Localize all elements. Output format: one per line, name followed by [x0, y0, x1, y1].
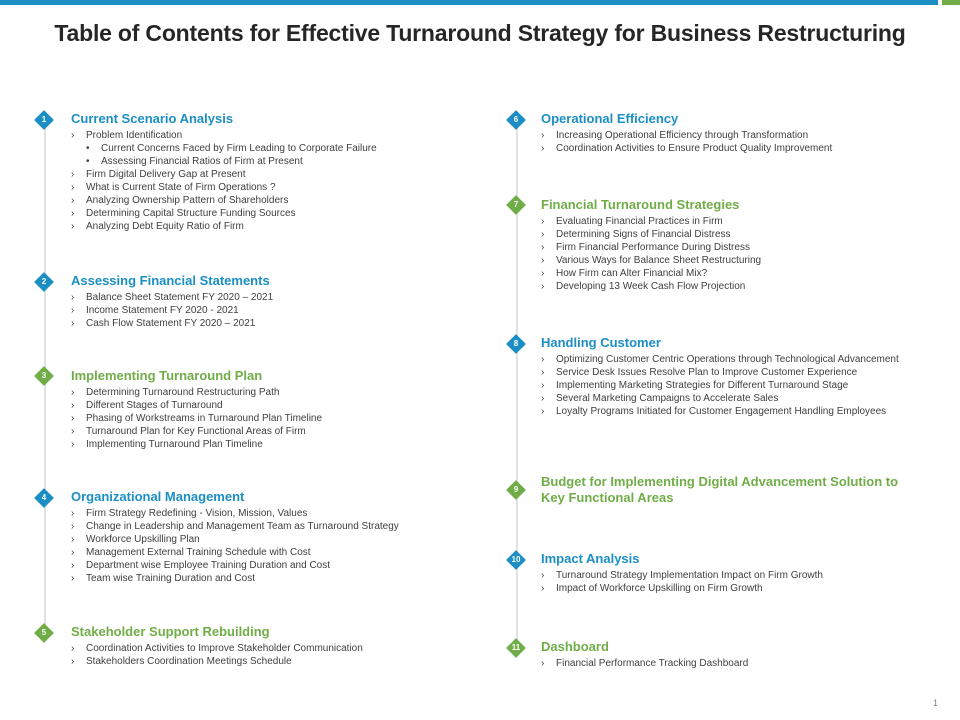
section-title[interactable]: Implementing Turnaround Plan: [71, 368, 263, 383]
chevron-right-icon: ›: [541, 393, 545, 404]
toc-item[interactable]: [71, 655, 451, 668]
chevron-right-icon: ›: [71, 182, 75, 193]
section-title[interactable]: Handling Customer: [541, 335, 661, 350]
chevron-right-icon: ›: [71, 439, 75, 450]
chevron-right-icon: ›: [541, 570, 545, 581]
toc-section-9: [541, 474, 921, 508]
toc-item[interactable]: [71, 181, 451, 194]
toc-item-label: Loyalty Programs Initiated for Customer Engagement Handling Employees: [556, 406, 887, 417]
chevron-right-icon: ›: [71, 534, 75, 545]
toc-item[interactable]: [541, 267, 921, 280]
chevron-right-icon: ›: [71, 508, 75, 519]
chevron-right-icon: ›: [71, 305, 75, 316]
chevron-right-icon: ›: [71, 195, 75, 206]
toc-item[interactable]: [71, 304, 451, 317]
toc-item[interactable]: [71, 572, 451, 585]
toc-item-label: Stakeholders Coordination Meetings Schedule: [86, 656, 292, 667]
toc-item-label: Determining Turnaround Restructuring Path: [86, 387, 280, 398]
toc-subitem-label: Current Concerns Faced by Firm Leading to Corporate Failure: [101, 143, 377, 154]
toc-item[interactable]: [71, 399, 451, 412]
toc-item[interactable]: [71, 642, 451, 655]
chevron-right-icon: ›: [71, 130, 75, 141]
toc-section-5: [71, 624, 451, 668]
toc-item-label: Cash Flow Statement FY 2020 – 2021: [86, 318, 256, 329]
chevron-right-icon: ›: [541, 583, 545, 594]
chevron-right-icon: ›: [541, 229, 545, 240]
section-number: 9: [513, 485, 519, 494]
chevron-right-icon: ›: [71, 221, 75, 232]
toc-item-label: Several Marketing Campaigns to Accelerate Sales: [556, 393, 779, 404]
bullet-dot-icon: •: [86, 156, 90, 167]
top-accent-bar-green: [942, 0, 960, 5]
toc-item[interactable]: [541, 379, 921, 392]
chevron-right-icon: ›: [71, 643, 75, 654]
toc-item[interactable]: [541, 582, 921, 595]
chevron-right-icon: ›: [541, 281, 545, 292]
toc-item[interactable]: [71, 520, 451, 533]
section-title[interactable]: Budget for Implementing Digital Advancement Solution to Key Functional Areas: [541, 474, 899, 505]
toc-item[interactable]: [541, 353, 921, 366]
chevron-right-icon: ›: [71, 292, 75, 303]
toc-subitem[interactable]: [71, 155, 451, 168]
toc-item[interactable]: [541, 392, 921, 405]
toc-section-8: [541, 335, 921, 418]
toc-item-label: Analyzing Ownership Pattern of Shareholders: [86, 195, 289, 206]
chevron-right-icon: ›: [541, 130, 545, 141]
toc-section-3: [71, 368, 451, 451]
toc-item[interactable]: [541, 280, 921, 293]
toc-item-label: Team wise Training Duration and Cost: [86, 573, 255, 584]
toc-item[interactable]: [541, 405, 921, 418]
toc-item[interactable]: [71, 194, 451, 207]
toc-item-label: Coordination Activities to Improve Stakeholder Communication: [86, 643, 363, 654]
toc-item[interactable]: [541, 228, 921, 241]
toc-item-label: Management External Training Schedule with Cost: [86, 547, 311, 558]
toc-item[interactable]: [71, 317, 451, 330]
toc-item[interactable]: [541, 215, 921, 228]
toc-item-label: Implementing Marketing Strategies for Different Turnaround Stage: [556, 380, 849, 391]
toc-item[interactable]: [71, 412, 451, 425]
toc-item-label: Firm Digital Delivery Gap at Present: [86, 169, 246, 180]
toc-item[interactable]: [71, 220, 451, 233]
toc-section-10: [541, 551, 921, 595]
chevron-right-icon: ›: [541, 255, 545, 266]
section-title[interactable]: Financial Turnaround Strategies: [541, 197, 740, 212]
toc-section-11: [541, 639, 921, 670]
chevron-right-icon: ›: [541, 268, 545, 279]
toc-item-label: Firm Strategy Redefining - Vision, Mission, Values: [86, 508, 308, 519]
toc-item[interactable]: [541, 254, 921, 267]
toc-item-label: Financial Performance Tracking Dashboard: [556, 658, 749, 669]
section-number: 1: [41, 115, 47, 124]
toc-item[interactable]: [71, 533, 451, 546]
toc-item[interactable]: [541, 569, 921, 582]
toc-item-label: Impact of Workforce Upskilling on Firm Growth: [556, 583, 763, 594]
toc-item-label: Various Ways for Balance Sheet Restructuring: [556, 255, 762, 266]
section-title[interactable]: Operational Efficiency: [541, 111, 679, 126]
section-number: 8: [513, 339, 519, 348]
toc-item-label: Workforce Upskilling Plan: [86, 534, 200, 545]
chevron-right-icon: ›: [541, 367, 545, 378]
section-number: 2: [41, 277, 47, 286]
toc-item[interactable]: [71, 386, 451, 399]
toc-item[interactable]: [71, 559, 451, 572]
toc-item[interactable]: [71, 291, 451, 304]
section-number: 4: [41, 493, 47, 502]
toc-item-label: Different Stages of Turnaround: [86, 400, 223, 411]
section-number: 6: [513, 115, 519, 124]
section-title[interactable]: Impact Analysis: [541, 551, 640, 566]
toc-item-label: Optimizing Customer Centric Operations through Technological Advancement: [556, 354, 899, 365]
chevron-right-icon: ›: [541, 406, 545, 417]
toc-item-label: What is Current State of Firm Operations ?: [86, 182, 276, 193]
toc-item-label: Implementing Turnaround Plan Timeline: [86, 439, 263, 450]
toc-subitem[interactable]: [71, 142, 451, 155]
chevron-right-icon: ›: [541, 143, 545, 154]
chevron-right-icon: ›: [541, 658, 545, 669]
section-title[interactable]: Stakeholder Support Rebuilding: [71, 624, 270, 639]
toc-item-label: Income Statement FY 2020 - 2021: [86, 305, 239, 316]
toc-item-label: Department wise Employee Training Duration and Cost: [86, 560, 331, 571]
chevron-right-icon: ›: [71, 547, 75, 558]
toc-item[interactable]: [71, 507, 451, 520]
toc-item-label: How Firm can Alter Financial Mix?: [556, 268, 708, 279]
section-number: 3: [41, 371, 47, 380]
toc-item-label: Balance Sheet Statement FY 2020 – 2021: [86, 292, 274, 303]
toc-item-label: Problem Identification: [86, 130, 183, 141]
chevron-right-icon: ›: [71, 521, 75, 532]
chevron-right-icon: ›: [541, 216, 545, 227]
page-title: Table of Contents for Effective Turnaround Strategy for Business Restructuring: [54, 20, 906, 46]
section-title[interactable]: Dashboard: [541, 639, 609, 654]
section-title[interactable]: Current Scenario Analysis: [71, 111, 234, 126]
toc-item[interactable]: [541, 241, 921, 254]
section-title[interactable]: Organizational Management: [71, 489, 245, 504]
chevron-right-icon: ›: [71, 208, 75, 219]
toc-section-2: [71, 273, 451, 330]
toc-section-4: [71, 489, 451, 585]
section-number: 11: [511, 643, 521, 652]
toc-item-label: Firm Financial Performance During Distress: [556, 242, 750, 253]
toc-item-label: Phasing of Workstreams in Turnaround Plan Timeline: [86, 413, 323, 424]
toc-item-label: Analyzing Debt Equity Ratio of Firm: [86, 221, 244, 232]
toc-item-label: Change in Leadership and Management Team as Turnaround Strategy: [86, 521, 399, 532]
section-number: 7: [513, 200, 519, 209]
section-title[interactable]: Assessing Financial Statements: [71, 273, 270, 288]
toc-item[interactable]: [541, 366, 921, 379]
toc-section-7: [541, 197, 921, 293]
toc-item-label: Increasing Operational Efficiency through Transformation: [556, 130, 809, 141]
toc-item[interactable]: [71, 168, 451, 181]
chevron-right-icon: ›: [71, 560, 75, 571]
toc-item[interactable]: [541, 142, 921, 155]
toc-item[interactable]: [71, 207, 451, 220]
toc-item-label: Determining Capital Structure Funding Sources: [86, 208, 296, 219]
chevron-right-icon: ›: [541, 380, 545, 391]
toc-section-1: [71, 111, 451, 233]
chevron-right-icon: ›: [71, 656, 75, 667]
chevron-right-icon: ›: [71, 318, 75, 329]
toc-item[interactable]: [71, 129, 451, 142]
toc-item-label: Turnaround Strategy Implementation Impact on Firm Growth: [556, 570, 823, 581]
section-number: 10: [511, 555, 521, 564]
chevron-right-icon: ›: [71, 387, 75, 398]
bullet-dot-icon: •: [86, 143, 90, 154]
section-number: 5: [41, 628, 47, 637]
chevron-right-icon: ›: [71, 400, 75, 411]
toc-item-label: Coordination Activities to Ensure Product Quality Improvement: [556, 143, 833, 154]
toc-item-label: Developing 13 Week Cash Flow Projection: [556, 281, 746, 292]
toc-item-label: Service Desk Issues Resolve Plan to Improve Customer Experience: [556, 367, 858, 378]
chevron-right-icon: ›: [71, 169, 75, 180]
toc-item[interactable]: [71, 425, 451, 438]
chevron-right-icon: ›: [71, 426, 75, 437]
chevron-right-icon: ›: [541, 354, 545, 365]
toc-item-label: Evaluating Financial Practices in Firm: [556, 216, 723, 227]
page-number: 1: [932, 698, 938, 708]
toc-item[interactable]: [71, 438, 451, 451]
chevron-right-icon: ›: [71, 413, 75, 424]
chevron-right-icon: ›: [71, 573, 75, 584]
toc-item[interactable]: [541, 657, 921, 670]
toc-item[interactable]: [541, 129, 921, 142]
toc-item[interactable]: [71, 546, 451, 559]
toc-item-label: Determining Signs of Financial Distress: [556, 229, 731, 240]
toc-section-6: [541, 111, 921, 155]
toc-subitem-label: Assessing Financial Ratios of Firm at Present: [101, 156, 303, 167]
top-accent-bar-blue: [0, 0, 938, 5]
chevron-right-icon: ›: [541, 242, 545, 253]
toc-item-label: Turnaround Plan for Key Functional Areas of Firm: [86, 426, 306, 437]
